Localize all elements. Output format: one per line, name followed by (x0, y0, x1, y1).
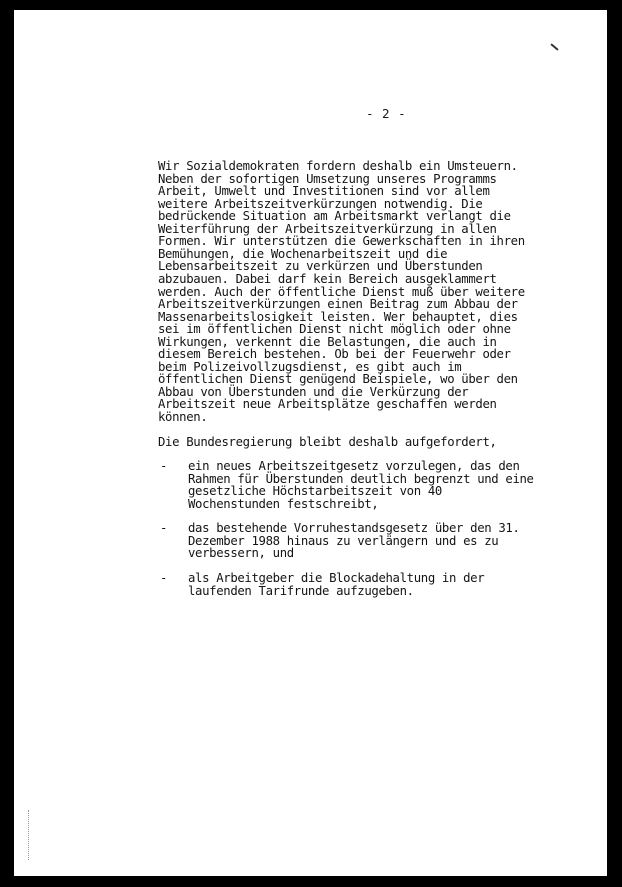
list-item-line: ein neues Arbeitszeitgesetz vorzulegen, das den (188, 459, 520, 474)
list-item-line: das bestehende Vorruhestandsgesetz über den 31. (188, 521, 520, 536)
list-item-line: Wochenstunden festschreibt, (188, 496, 379, 511)
scan-corner-mark (550, 43, 558, 50)
paragraph-line: Formen. Wir unterstützen die Gewerkschaften in ihren (158, 234, 525, 249)
paragraph-line: Bemühungen, die Wochenarbeitszeit und die (158, 246, 448, 261)
paragraph-line: öffentlichen Dienst genügend Beispiele, wo über den (158, 372, 518, 387)
list-item-line: als Arbeitgeber die Blockadehaltung in der (188, 570, 485, 585)
paragraph-line: diesem Bereich bestehen. Ob bei der Feuerwehr oder (158, 347, 511, 362)
paragraph-line: Lebensarbeitszeit zu verkürzen und Überstunden (158, 259, 483, 274)
list-item-line: laufenden Tarifrunde aufzugeben. (188, 583, 414, 598)
list-bullet-dash: - (160, 459, 168, 474)
paragraph-line: abzubauen. Dabei darf kein Bereich ausgeklammert (158, 271, 497, 286)
paragraph-line: Neben der sofortigen Umsetzung unseres Programms (158, 171, 497, 186)
list-item-line: verbessern, und (188, 546, 294, 561)
paragraph-line: beim Polizeivollzugsdienst, es gibt auch im (158, 359, 462, 374)
paragraph-line: Massenarbeitslosigkeit leisten. Wer behauptet, dies (158, 309, 518, 324)
paragraph-line: Wir Sozialdemokraten fordern deshalb ein Umsteuern. (158, 159, 518, 173)
document-page (14, 10, 607, 876)
paragraph-line: Arbeitszeitverkürzungen einen Beitrag zum Abbau der (158, 297, 518, 312)
paragraph-line: weitere Arbeitszeitverkürzungen notwendig. Die (158, 196, 483, 211)
paragraph-line: können. (158, 410, 208, 424)
list-bullet-dash: - (160, 521, 168, 536)
list-item-line: gesetzliche Höchstarbeitszeit von 40 (188, 484, 442, 499)
page-number: - 2 - (366, 106, 407, 121)
paragraph-line: Weiterführung der Arbeitszeitverkürzung in allen (158, 221, 497, 236)
list-bullet-dash: - (160, 570, 168, 585)
paragraph-line: Arbeitszeit neue Arbeitsplätze geschaffen werden (158, 397, 497, 412)
list-item-line: Dezember 1988 hinaus zu verlängern und es zu (188, 533, 499, 548)
paragraph-line: sei im öffentlichen Dienst nicht möglich oder ohne (158, 322, 511, 337)
paragraph-line: Abbau von Überstunden und die Verkürzung der (158, 384, 469, 399)
paragraph-line: werden. Auch der öffentliche Dienst muß über weitere (158, 284, 525, 299)
paragraph-line: bedrückende Situation am Arbeitsmarkt verlangt die (158, 209, 511, 224)
paragraph-line: Wirkungen, verkennt die Belastungen, die auch in (158, 334, 497, 349)
scan-edge-artifact (28, 810, 31, 860)
list-item-line: Rahmen für Überstunden deutlich begrenzt und eine (188, 471, 534, 486)
paragraph-line: Arbeit, Umwelt und Investitionen sind vor allem (158, 184, 490, 199)
intro-line: Die Bundesregierung bleibt deshalb aufgefordert, (158, 434, 497, 449)
